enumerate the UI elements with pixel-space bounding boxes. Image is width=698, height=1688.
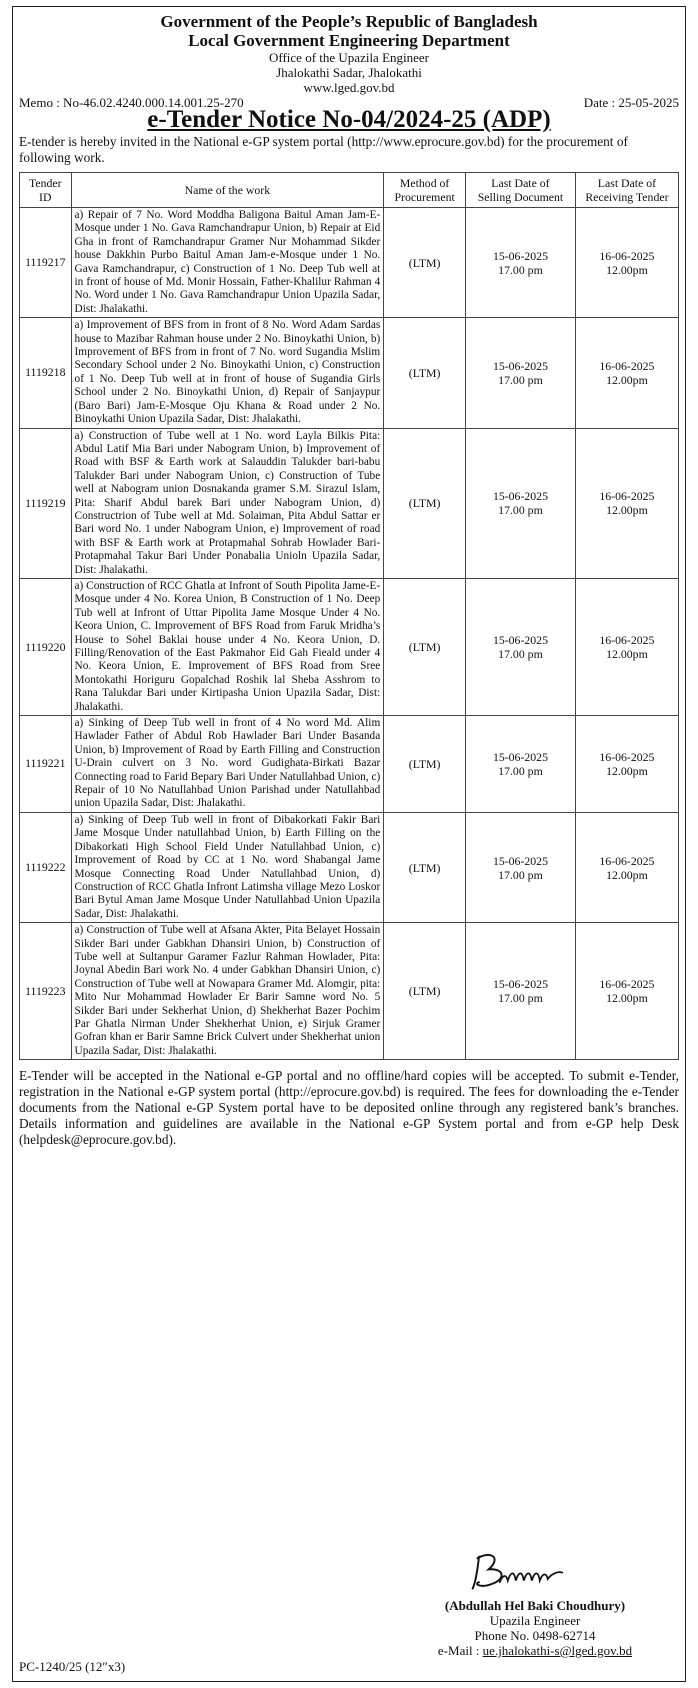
work-description: a) Construction of RCC Ghatla at Infront of South Pipolita Jame-E-Mosque under 4 No. Korea Union, B Construction of 1 No. Deep Tub well at Infront of Uttar Pipolita Jame Mosque Under 4 No. Keora Union, C. Improvement of BFS Road from Faruk Mridha’s House to Sohel Baklai house under 4 No. Keora Union, D. Filling/Renovation of the East Pakmahor Eid Gah Fieald under 4 No. Keora Union, E. Improvement of BFS Road from Sree Montokathi Horiguru Gopalchad Roshik lal Sheba Asshrom to Rana Talukdar Bari under Kirtipasha Union Upazila Sadar, Dist: Jhalakathi. [71, 578, 384, 715]
tender-id: 1119223 [20, 923, 72, 1060]
letterhead [13, 12, 685, 95]
table-row [20, 318, 679, 428]
selling-date: 15-06-2025 17.00 pm [466, 923, 576, 1060]
table-row [20, 716, 679, 813]
memo-number: Memo : No-46.02.4240.000.14.001.25-270 [19, 95, 244, 110]
receiving-date: 16-06-2025 12.00pm [575, 428, 678, 578]
tender-notice-page [12, 6, 686, 1682]
intro-paragraph: E-tender is hereby invited in the National e-GP system portal (http://www.eprocure.gov.bd) for the procurement of following work. [19, 134, 628, 165]
receiving-date: 16-06-2025 12.00pm [575, 208, 678, 318]
handwritten-signature [450, 1547, 620, 1595]
procurement-method: (LTM) [384, 318, 466, 428]
selling-date: 15-06-2025 17.00 pm [466, 578, 576, 715]
signature-block [415, 1547, 655, 1658]
receiving-date: 16-06-2025 12.00pm [575, 716, 678, 813]
work-description: a) Construction of Tube well at Afsana Akter, Pita Belayet Hossain Sikder Bari under Gabkhan Dhansiri Union, b) Construction of Tube well at Sultanpur Garamer Fazlur Rahman Howlader, Pita: Joynal Abedin Bari work No. 4 under Gabkhan Dhansiri Union, c) Construction of Tube well at Nowapara Gramer Md. Alomgir, pita: Mito Nur Mohammad Howlader Er Barir Samne word No. 5 Sikder Bari under Sekherhat Union, d) Shekherhat Bazer Pochim Par Ghatla Nirman Under Shekherhat Union, e) Sirjuk Gramer Gofran khan er Barir Samne Brick Culvert under Shekherhat union Upazila Sadar, Dist: Jhalakathi. [71, 923, 384, 1060]
pc-code: PC-1240/25 (12″x3) [19, 1659, 126, 1674]
table-row [20, 578, 679, 715]
email-link[interactable]: ue.jhalokathi-s@lged.gov.bd [482, 1643, 633, 1658]
receiving-date: 16-06-2025 12.00pm [575, 578, 678, 715]
tender-table [19, 172, 679, 1060]
table-header-row [20, 173, 679, 208]
website: www.lged.gov.bd [303, 80, 395, 95]
table-row [20, 923, 679, 1060]
department-title: Local Government Engineering Department [188, 31, 510, 50]
header-tender-id: Tender ID [20, 173, 72, 208]
table-row [20, 208, 679, 318]
receiving-date: 16-06-2025 12.00pm [575, 812, 678, 922]
work-description: a) Construction of Tube well at 1 No. word Layla Bilkis Pita: Abdul Latif Mia Bari under Nabogram Union, b) Improvement of Road with BSF & Earth work at Salauddin Talukder bari-babu Talukder Bari under Nabogram Union, c) Construction of Tube well at Nabogram union Dosnakanda gramer S.M. Sirazul Islam, Pita: Sharif Abdul barek Bari under Nabogram Union, d) Constructrion of Tube well at Md. Solaiman, Pita Abdul Sattar er Bari word No. 1 under Nabogram Union, e) Improvement of road with BSF & Earth work at Protapmahal Sohrab Howlader Bari-Protapmahal Takur Bari Under Ponabalia Unioln Upazila Sadar, Dist: Jhalakathi. [71, 428, 384, 578]
terms-paragraph: E-Tender will be accepted in the National e-GP portal and no offline/hard copies will be accepted. To submit e-Tender, registration in the National e-GP system portal (http://eprocure.gov.bd) is required. The fees for downloading the e-Tender documents from the National e-GP System portal have to be deposited online through any registered bank’s branches. Details information and guidelines are available in the National e-GP System portal and from e-GP help Desk (helpdesk@eprocure.gov.bd). [19, 1068, 679, 1148]
procurement-method: (LTM) [384, 208, 466, 318]
tender-id: 1119218 [20, 318, 72, 428]
table-row [20, 812, 679, 922]
tender-id: 1119221 [20, 716, 72, 813]
header-selling-date: Last Date of Selling Document [466, 173, 576, 208]
work-description: a) Improvement of BFS from in front of 8 No. Word Adam Sardas house to Mazibar Rahman house under 2 No. Binoykathi Union, b) Improvement of BFS from in front of 7 No. word Sugandia Mslim Secondary School under 2 No. Binoykathi Union, c) Construction of 1 No. Deep Tub well at in front of house of Sugandia Girls School under 2 No. Binoykathi Union, d) Repair of Sanjaypur (Baro Bari) Jam-E-Mosque Oju Khana & Road under 2 No. Binoykathi Union Upazila Sadar, Dist: Jhalakathi. [71, 318, 384, 428]
receiving-date: 16-06-2025 12.00pm [575, 318, 678, 428]
header-receiving-date: Last Date of Receiving Tender [575, 173, 678, 208]
signatory-name: (Abdullah Hel Baki Choudhury) [444, 1598, 626, 1613]
header-name-of-work: Name of the work [71, 173, 384, 208]
table-row [20, 428, 679, 578]
receiving-date: 16-06-2025 12.00pm [575, 923, 678, 1060]
procurement-method: (LTM) [384, 428, 466, 578]
tender-id: 1119222 [20, 812, 72, 922]
work-description: a) Sinking of Deep Tub well in front of Dibakorkati Fakir Bari Jame Mosque Under natullahbad Union, b) Earth Filling on the Dibakorkati High School Field Under Natullahbad Union, c) Improvement of Road by CC at 1 No. word Shabangal Jame Mosque Connecting Road Under Natullahbad Union, d) Construction of RCC Ghatla Infront Latimsha village Mezo Loskor Bari Bytul Aman Jame Mosque Under Natullahbad Union Upazila Sadar, Dist: Jhalakathi. [71, 812, 384, 922]
work-description: a) Sinking of Deep Tub well in front of 4 No word Md. Alim Hawlader Father of Abdul Rob Hawlader Bari Under Basanda Union, b) Improvement of Road by Earth Filling and Construction U-Drain culvert on 3 No. word Gudighata-Birkati Bazar Connecting road to Farid Bepary Bari Under Natullahbad Union, c) Repair of 10 No Natullahbad Union Parishad under Natullahbad union Upazila Sadar, Dist: Jhalakathi. [71, 716, 384, 813]
selling-date: 15-06-2025 17.00 pm [466, 318, 576, 428]
email-label: e-Mail : [437, 1643, 483, 1658]
signatory-email-line [415, 1643, 655, 1658]
work-description: a) Repair of 7 No. Word Moddha Baligona Baitul Aman Jam-E-Mosque under 1 No. Gava Ramchandrapur Union, b) Repair at Eid Gha in front of Ramchandrapur Gramer Nur Mohammad Sikder house Dakkhin Purbo Baitul Aman Jam-e-Mosque under 1 No. Gava Ramchandrapur, c) Construction of 1 No. Deep Tub well at in front of house of Md. Monir Hossain, Father-Khalilur Rahman 4 No. Word under 1 No. Gava Ramchandrapur Union Upazila Sadar, Dist: Jhalakathi. [71, 208, 384, 318]
selling-date: 15-06-2025 17.00 pm [466, 428, 576, 578]
header-method: Method of Procurement [384, 173, 466, 208]
signatory-title: Upazila Engineer [489, 1613, 581, 1628]
procurement-method: (LTM) [384, 812, 466, 922]
office-location: Jhalokathi Sadar, Jhalokathi [276, 65, 422, 80]
notice-title: e-Tender Notice No-04/2024-25 (ADP) [147, 106, 551, 133]
office-name: Office of the Upazila Engineer [268, 50, 430, 65]
tender-id: 1119219 [20, 428, 72, 578]
memo-date: Date : 25-05-2025 [583, 95, 679, 110]
selling-date: 15-06-2025 17.00 pm [466, 716, 576, 813]
tender-id: 1119220 [20, 578, 72, 715]
procurement-method: (LTM) [384, 923, 466, 1060]
govt-title: Government of the People’s Republic of Bangladesh [160, 12, 538, 31]
tender-id: 1119217 [20, 208, 72, 318]
procurement-method: (LTM) [384, 716, 466, 813]
procurement-method: (LTM) [384, 578, 466, 715]
selling-date: 15-06-2025 17.00 pm [466, 208, 576, 318]
selling-date: 15-06-2025 17.00 pm [466, 812, 576, 922]
signatory-phone: Phone No. 0498-62714 [474, 1628, 596, 1643]
